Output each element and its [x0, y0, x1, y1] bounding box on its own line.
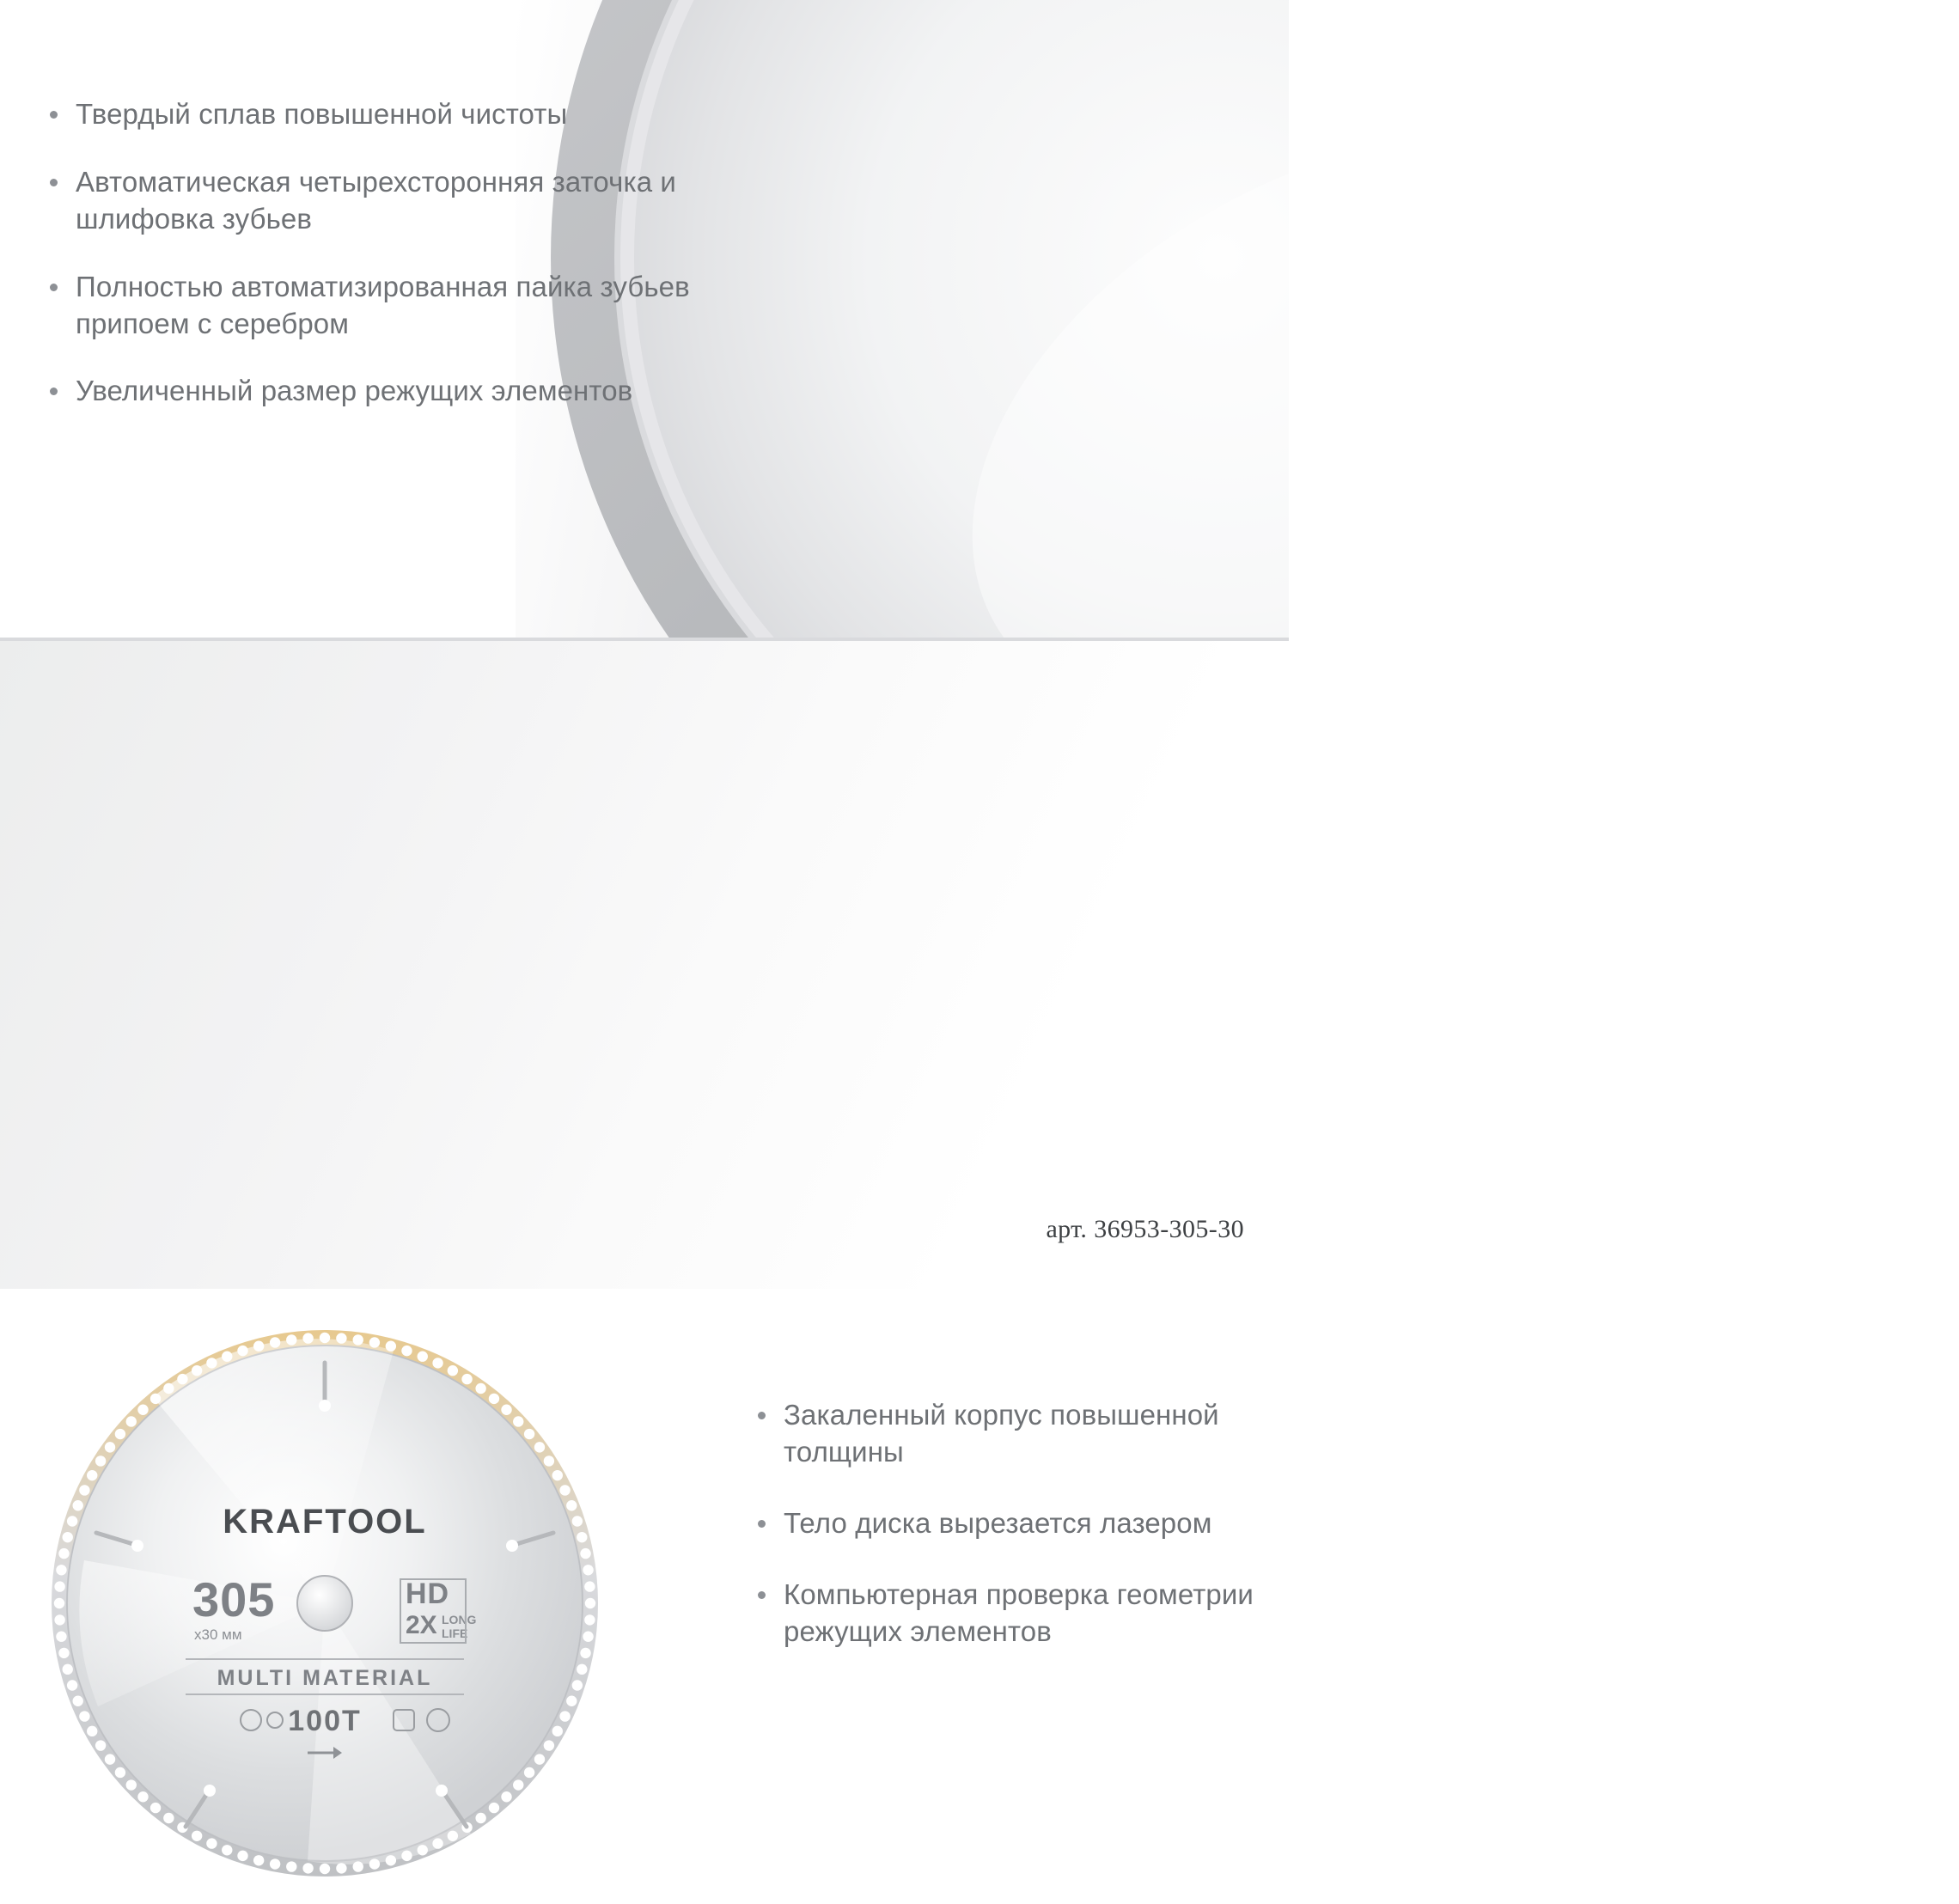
article-number: арт. 36953-305-30 [1046, 1215, 1244, 1243]
blade-hd-text: HD [406, 1578, 450, 1610]
feature-item: Твердый сплав повышенной чистоты [41, 96, 763, 133]
blade-teeth-text: 100T [288, 1705, 362, 1737]
feature-item: Автоматическая четырехсторонняя заточка и шлифовка зубьев [41, 164, 763, 238]
top-feature-list [41, 96, 763, 410]
feature-item: Увеличенный размер режущих элементов [41, 373, 763, 410]
feature-item: Компьютерная проверка геометрии режущих элементов [749, 1577, 1265, 1651]
blade-2x-text: 2X [406, 1611, 437, 1639]
blade-diameter-text: 305 [192, 1572, 276, 1626]
feature-item: Тело диска вырезается лазером [749, 1505, 1265, 1542]
bottom-feature-list [749, 1397, 1265, 1650]
blade-brand-text: KRAFTOOL [223, 1503, 427, 1541]
blade-material-text: MULTI MATERIAL [217, 1666, 433, 1690]
feature-item: Закаленный корпус повышенной толщины [749, 1397, 1265, 1471]
bottom-panel [0, 641, 1289, 1737]
blade-life-text: LIFE [442, 1626, 468, 1640]
saw-blade-product-image [24, 1303, 626, 1904]
blade-bore-text: x30 мм [194, 1626, 242, 1643]
top-panel [0, 0, 1289, 638]
feature-item: Полностью автоматизированная пайка зубьев припоем с серебром [41, 269, 763, 343]
blade-long-text: LONG [442, 1613, 477, 1626]
